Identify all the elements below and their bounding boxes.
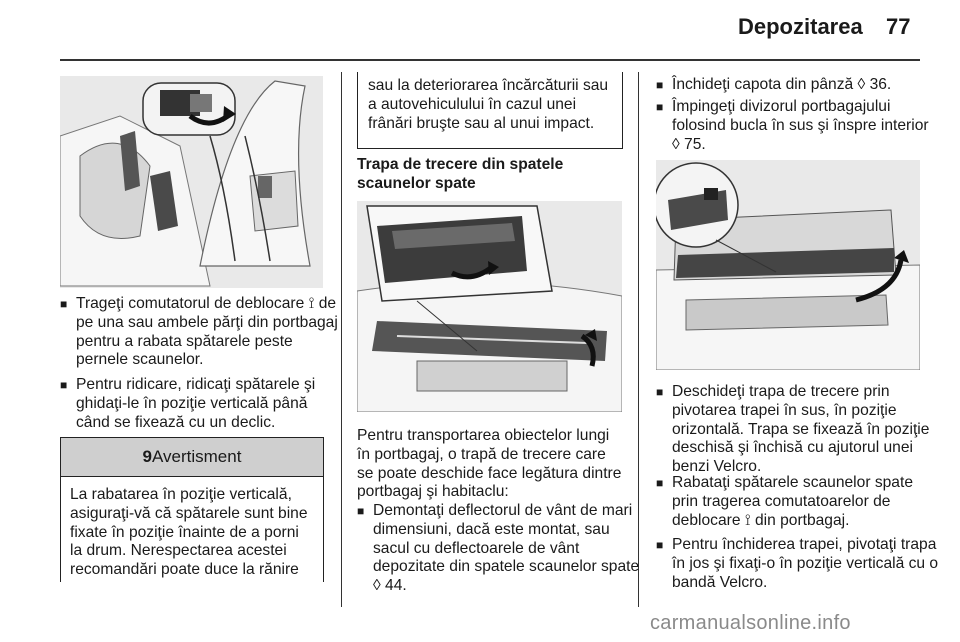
- watermark: carmanualsonline.info: [650, 612, 851, 634]
- warning-box: [60, 437, 324, 582]
- page-title: Depozitarea: [738, 14, 863, 39]
- list-item: ■ Închideţi capota din pânză ◊ 36.: [656, 76, 940, 95]
- illustration-seat-release: [60, 76, 323, 288]
- header-rule: [60, 59, 920, 61]
- illustration-trunk-divider: [656, 160, 920, 370]
- warning-text: La rabatarea în poziţie verticală, asiguraţi-vă că spătarele sunt bine fixate în poziţie înainte de a porni la drum. Nerespectarea acestei recomandări poate duce la rănire: [70, 486, 308, 579]
- illustration-passthrough-hatch: [357, 201, 622, 412]
- page-number: 77: [886, 14, 911, 39]
- warning-box-continued: [357, 72, 623, 149]
- list-item: ■ Deschideţi trapa de trecere prin pivotarea trapei în sus, în poziţie orizontală. Trapa se fixează în poziţie deschisă şi închisă cu ajutorul unei benzi Velcro.: [656, 383, 940, 477]
- warning-header: [61, 438, 323, 477]
- intro-paragraph: Pentru transportarea obiectelor lungi în portbagaj, o trapă de trecere care se poate deschide face legătura dintre portbagaj şi habitaclu:: [357, 427, 622, 501]
- section-heading: Trapa de trecere din spatele scaunelor spate: [357, 156, 564, 192]
- list-item: ■ Împingeţi divizorul portbagajului folosind bucla în sus şi înspre interior ◊ 75.: [656, 98, 940, 154]
- list-item: ■ Pentru închiderea trapei, pivotaţi trapa în jos şi fixaţi-o în poziţie verticală cu o bandă Velcro.: [656, 536, 940, 592]
- warning-icon: 9: [142, 447, 152, 466]
- list-item: ■ Pentru ridicare, ridicaţi spătarele şi ghidaţi-le în poziţie verticală până când se fixează cu un declic.: [60, 376, 344, 432]
- warning-title: Avertisment: [152, 447, 242, 466]
- list-item: ■ Trageţi comutatorul de deblocare ⟟ de pe una sau ambele părţi din portbagaj pentru a rabata spătarele peste pernele scaunelor.: [60, 295, 344, 370]
- warning-text-continued: sau la deteriorarea încărcăturii sau a autovehiculului în cazul unei frânări bruşte sau al unui impact.: [368, 77, 609, 132]
- list-item: ■ Demontaţi deflectorul de vânt de mari dimensiuni, dacă este montat, sau sacul cu deflectoarele de vânt depozitate din spatele scaunelor spate ◊ 44.: [357, 502, 641, 596]
- list-item: ■ Rabataţi spătarele scaunelor spate prin tragerea comutatoarelor de deblocare ⟟ din portbagaj.: [656, 474, 940, 530]
